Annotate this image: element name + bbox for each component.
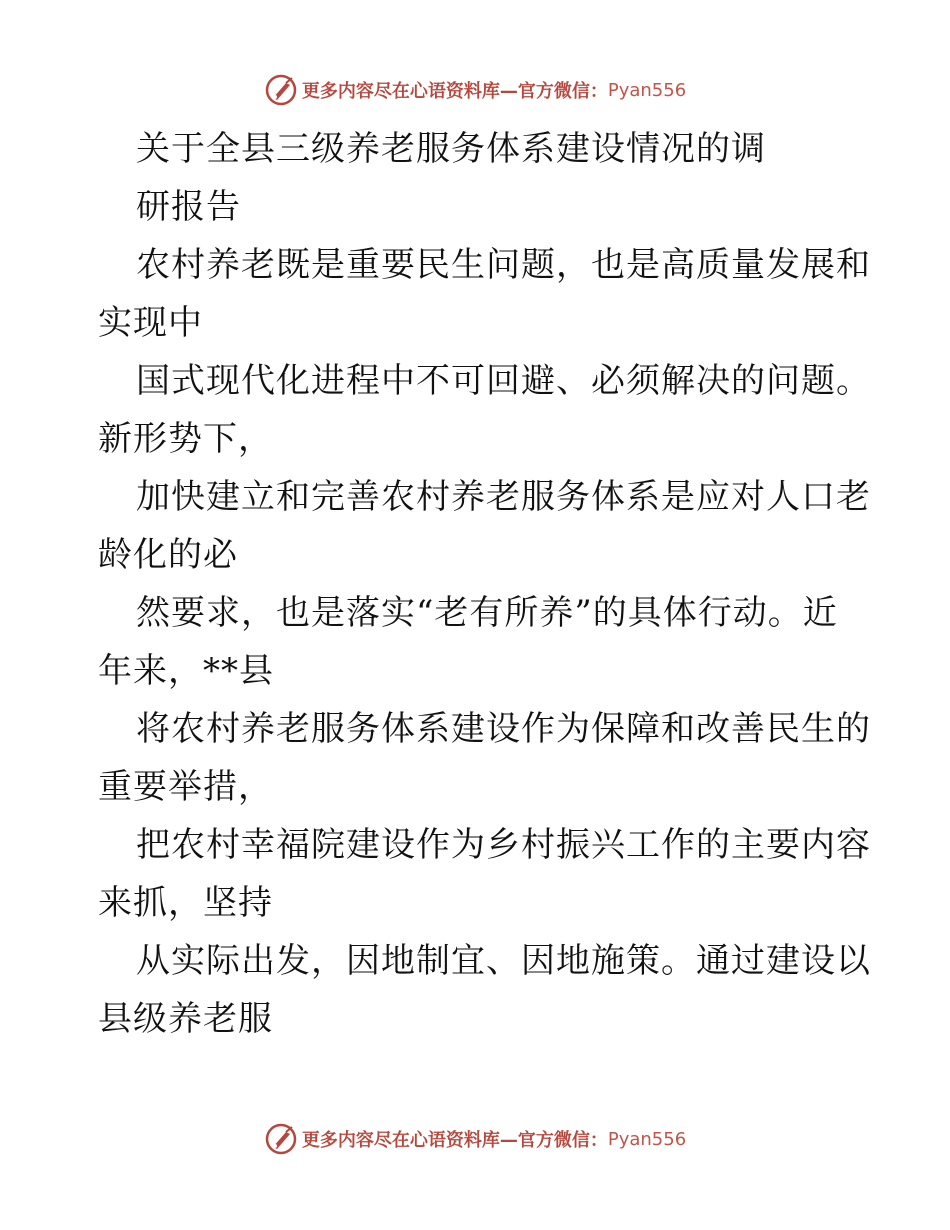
document-body bbox=[98, 120, 871, 1048]
banner-text: 更多内容尽在心语资料库—官方微信： bbox=[301, 1130, 608, 1151]
title-line-2: 研报告 bbox=[136, 187, 241, 227]
paragraph-line: 重要举措， bbox=[98, 767, 273, 807]
paragraph-line: 国式现代化进程中不可回避、必须解决的问题。 bbox=[136, 361, 871, 401]
banner-wechat-handle: Pyan556 bbox=[607, 79, 687, 101]
quill-pen-logo-icon bbox=[264, 1122, 298, 1156]
paragraph-line: 年来，**县 bbox=[98, 651, 274, 691]
paragraph-line: 来抓，坚持 bbox=[98, 883, 273, 923]
paragraph-line: 县级养老服 bbox=[98, 999, 273, 1039]
paragraph-line: 实现中 bbox=[98, 303, 203, 343]
paragraph-line: 新形势下， bbox=[98, 419, 273, 459]
paragraph-line: 从实际出发，因地制宜、因地施策。通过建设以 bbox=[136, 941, 871, 981]
paragraph-line: 将农村养老服务体系建设作为保障和改善民生的 bbox=[136, 709, 871, 749]
quill-pen-logo-icon bbox=[264, 73, 298, 107]
banner-wechat-handle: Pyan556 bbox=[607, 1128, 687, 1150]
paragraph-line: 然要求，也是落实“老有所养”的具体行动。近 bbox=[136, 593, 838, 633]
paragraph-line: 把农村幸福院建设作为乡村振兴工作的主要内容 bbox=[136, 825, 871, 865]
paragraph-line: 龄化的必 bbox=[98, 535, 238, 575]
title-line-1: 关于全县三级养老服务体系建设情况的调 bbox=[136, 129, 766, 169]
footer-watermark-banner bbox=[0, 1119, 950, 1159]
header-watermark-banner bbox=[0, 70, 950, 110]
banner-text: 更多内容尽在心语资料库—官方微信： bbox=[301, 81, 608, 102]
paragraph-line: 加快建立和完善农村养老服务体系是应对人口老 bbox=[136, 477, 871, 517]
paragraph-line: 农村养老既是重要民生问题，也是高质量发展和 bbox=[136, 245, 871, 285]
